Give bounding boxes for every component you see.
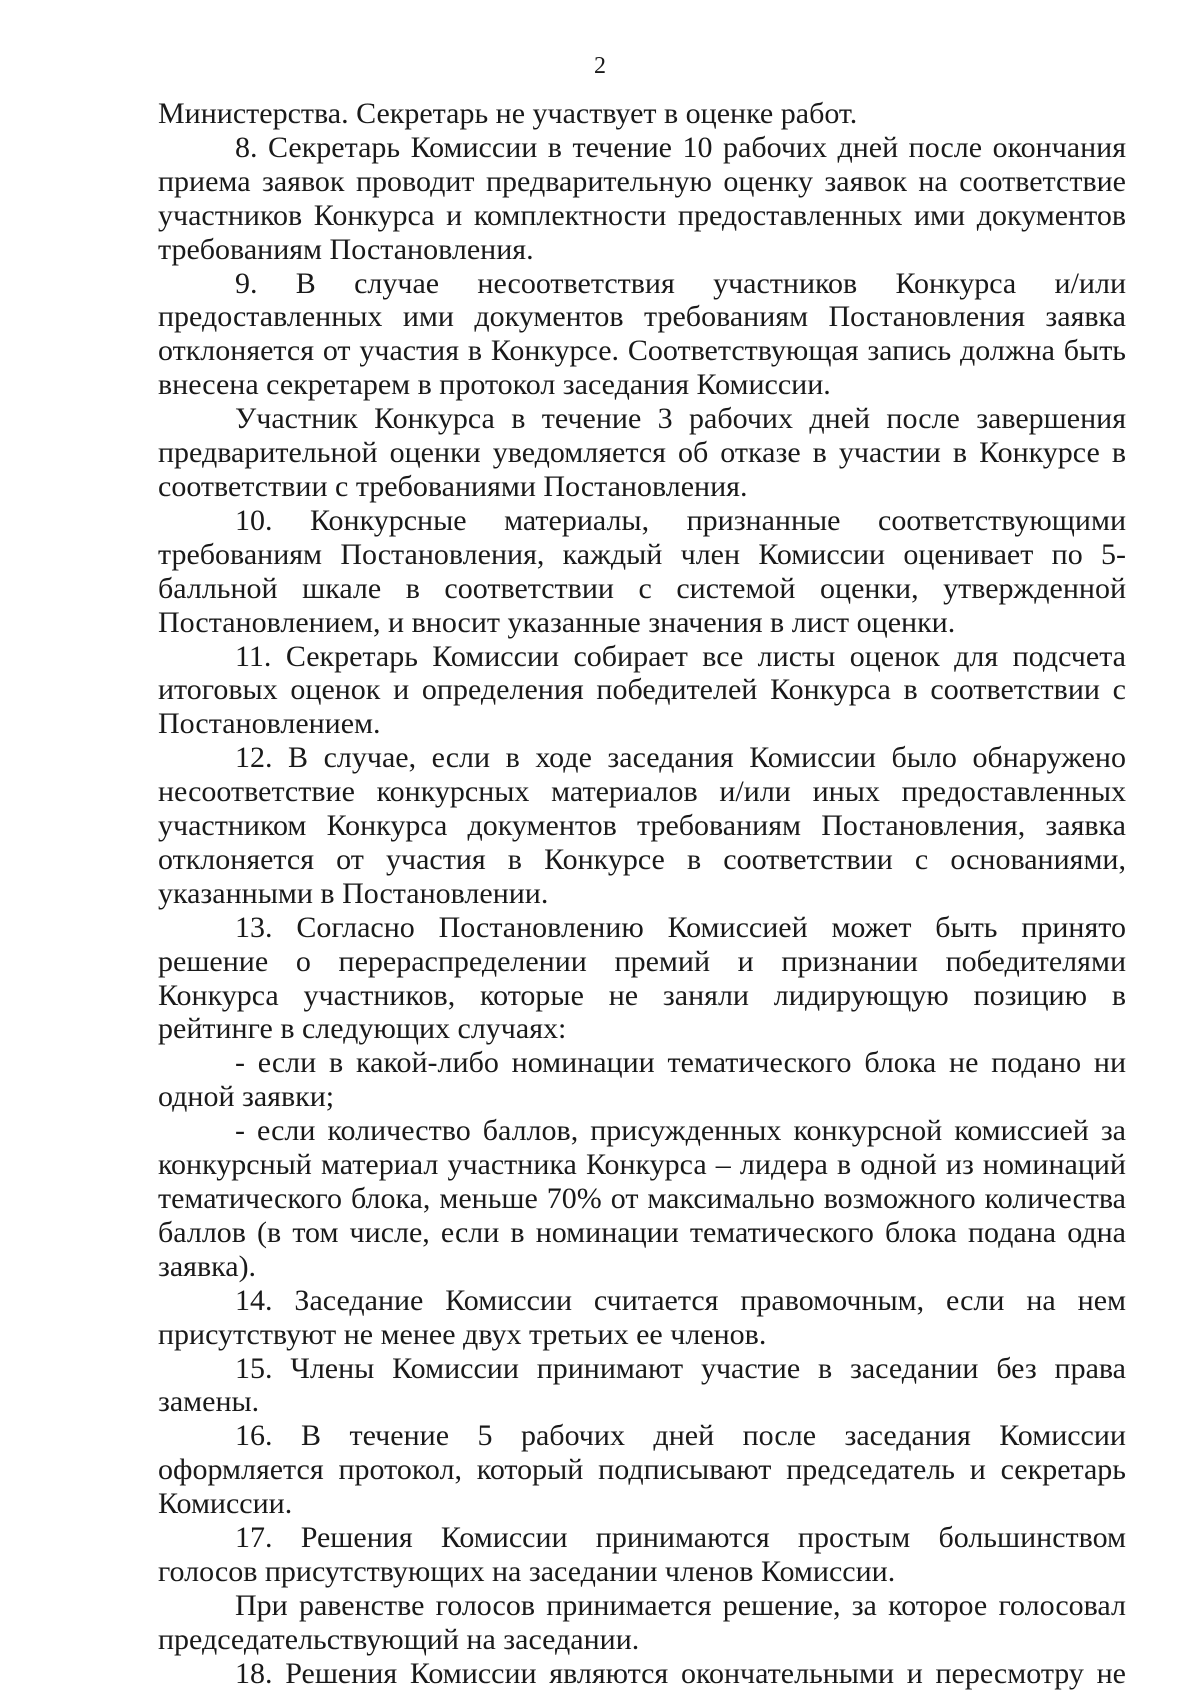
paragraph-item-18: 18. Решения Комиссии являются окончательными и пересмотру не bbox=[235, 1656, 1126, 1690]
paragraph-item-14: 14. Заседание Комиссии считается правомочным, если на нем присутствуют не менее двух третьих ее членов. bbox=[158, 1283, 1126, 1351]
paragraph-item-16: 16. В течение 5 рабочих дней после заседания Комиссии оформляется протокол, который подписывают председатель и секретарь Комиссии. bbox=[158, 1419, 1126, 1521]
paragraph-item-15: 15. Члены Комиссии принимают участие в заседании без права замены. bbox=[158, 1351, 1126, 1419]
paragraph-item-8: 8. Секретарь Комиссии в течение 10 рабочих дней после окончания приема заявок проводит предварительную оценку заявок на соответствие участников Конкурса и комплектности предоставленных ими документов требованиям Постановления. bbox=[158, 130, 1126, 266]
paragraph-tie-vote: При равенстве голосов принимается решение, за которое голосовал председательствующий на заседании. bbox=[158, 1588, 1126, 1656]
page-number: 2 bbox=[594, 53, 606, 79]
paragraph-item-12: 12. В случае, если в ходе заседания Комиссии было обнаружено несоответствие конкурсных материалов и/или иных предоставленных участником Конкурса документов требованиям Постановления, заявка отклоняется от участия в Конкурсе в соответствии с основаниями, указанными в Постановлении. bbox=[158, 741, 1126, 910]
paragraph-bullet-1: - если в какой-либо номинации тематического блока не подано ни одной заявки; bbox=[158, 1046, 1126, 1114]
paragraph-item-11: 11. Секретарь Комиссии собирает все листы оценок для подсчета итоговых оценок и определения победителей Конкурса в соответствии с Постановлением. bbox=[158, 639, 1126, 741]
paragraph-item-13: 13. Согласно Постановлению Комиссией может быть принято решение о перераспределении премий и признании победителями Конкурса участников, которые не заняли лидирующую позицию в рейтинге в следующих случаях: bbox=[158, 910, 1126, 1046]
paragraph-bullet-2: - если количество баллов, присужденных конкурсной комиссией за конкурсный материал участника Конкурса – лидера в одной из номинаций тематического блока, меньше 70% от максимально возможного количества баллов (в том числе, если в номинации тематического блока подана одна заявка). bbox=[158, 1114, 1126, 1283]
paragraph-item-17: 17. Решения Комиссии принимаются простым большинством голосов присутствующих на заседании членов Комиссии. bbox=[158, 1521, 1126, 1588]
paragraph-item-9: 9. В случае несоответствия участников Конкурса и/или предоставленных ими документов требованиям Постановления заявка отклоняется от участия в Конкурсе. Соответствующая запись должна быть внесена секретарем в протокол заседания Комиссии. bbox=[158, 266, 1126, 402]
document-body bbox=[158, 97, 1126, 1691]
paragraph-item-10: 10. Конкурсные материалы, признанные соответствующими требованиям Постановления, каждый член Комиссии оценивает по 5-балльной шкале в соответствии с системой оценки, утвержденной Постановлением, и вносит указанные значения в лист оценки. bbox=[158, 503, 1126, 639]
paragraph-participant-notice: Участник Конкурса в течение 3 рабочих дней после завершения предварительной оценки уведомляется об отказе в участии в Конкурсе в соответствии с требованиями Постановления. bbox=[158, 402, 1126, 503]
paragraph-continuation: Министерства. Секретарь не участвует в оценке работ. bbox=[158, 97, 858, 130]
